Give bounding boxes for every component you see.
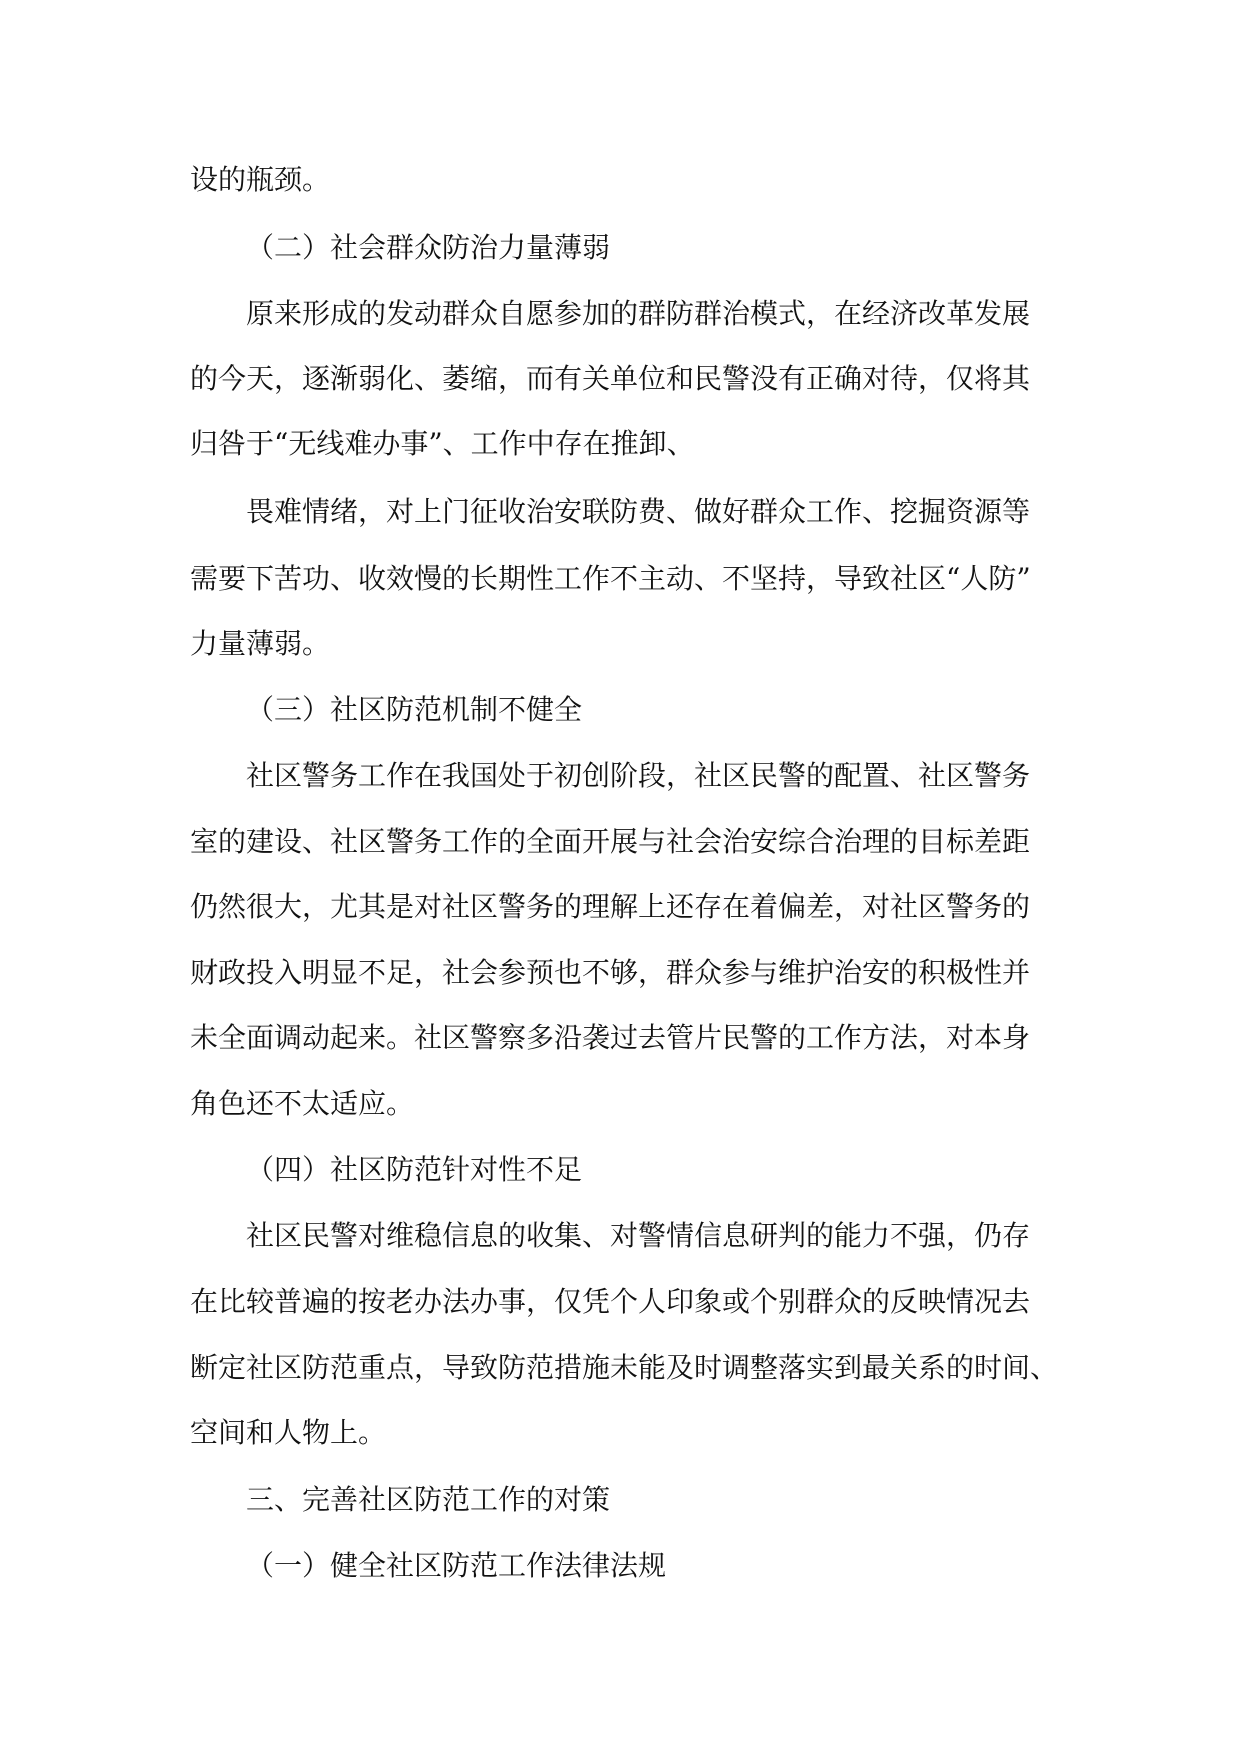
text-line: 在比较普遍的按老办法办事，仅凭个人印象或个别群众的反映情况去 xyxy=(190,1285,1031,1318)
text-line: 原来形成的发动群众自愿参加的群防群治模式，在经济改革发展 xyxy=(246,297,1031,330)
text-line: 社区民警对维稳信息的收集、对警情信息研判的能力不强，仍存 xyxy=(246,1219,1031,1252)
text-line: 设的瓶颈。 xyxy=(190,163,331,196)
text-line: 畏难情绪，对上门征收治安联防费、做好群众工作、挖掘资源等 xyxy=(246,495,1031,528)
section-heading: （三）社区防范机制不健全 xyxy=(246,693,583,726)
text-line: 空间和人物上。 xyxy=(190,1416,387,1449)
text-line: 需要下苦功、收效慢的长期性工作不主动、不坚持，导致社区“人防” xyxy=(190,562,1031,595)
text-line: 断定社区防范重点，导致防范措施未能及时调整落实到最关系的时间、 xyxy=(190,1351,1059,1384)
chapter-heading: 三、完善社区防范工作的对策 xyxy=(246,1483,611,1516)
text-line: 归咎于“无线难办事”、工作中存在推卸、 xyxy=(190,427,695,460)
text-line: 的今天，逐渐弱化、萎缩，而有关单位和民警没有正确对待，仅将其 xyxy=(190,362,1031,395)
text-line: 财政投入明显不足，社会参预也不够，群众参与维护治安的积极性并 xyxy=(190,956,1031,989)
text-line: 未全面调动起来。社区警察多沿袭过去管片民警的工作方法，对本身 xyxy=(190,1021,1031,1054)
section-heading: （一）健全社区防范工作法律法规 xyxy=(246,1549,667,1582)
text-line: 角色还不太适应。 xyxy=(190,1087,415,1120)
text-line: 力量薄弱。 xyxy=(190,627,331,660)
section-heading: （四）社区防范针对性不足 xyxy=(246,1153,583,1186)
section-heading: （二）社会群众防治力量薄弱 xyxy=(246,231,611,264)
text-line: 室的建设、社区警务工作的全面开展与社会治安综合治理的目标差距 xyxy=(190,825,1031,858)
text-line: 仍然很大，尤其是对社区警务的理解上还存在着偏差，对社区警务的 xyxy=(190,890,1031,923)
text-line: 社区警务工作在我国处于初创阶段，社区民警的配置、社区警务 xyxy=(246,759,1031,792)
